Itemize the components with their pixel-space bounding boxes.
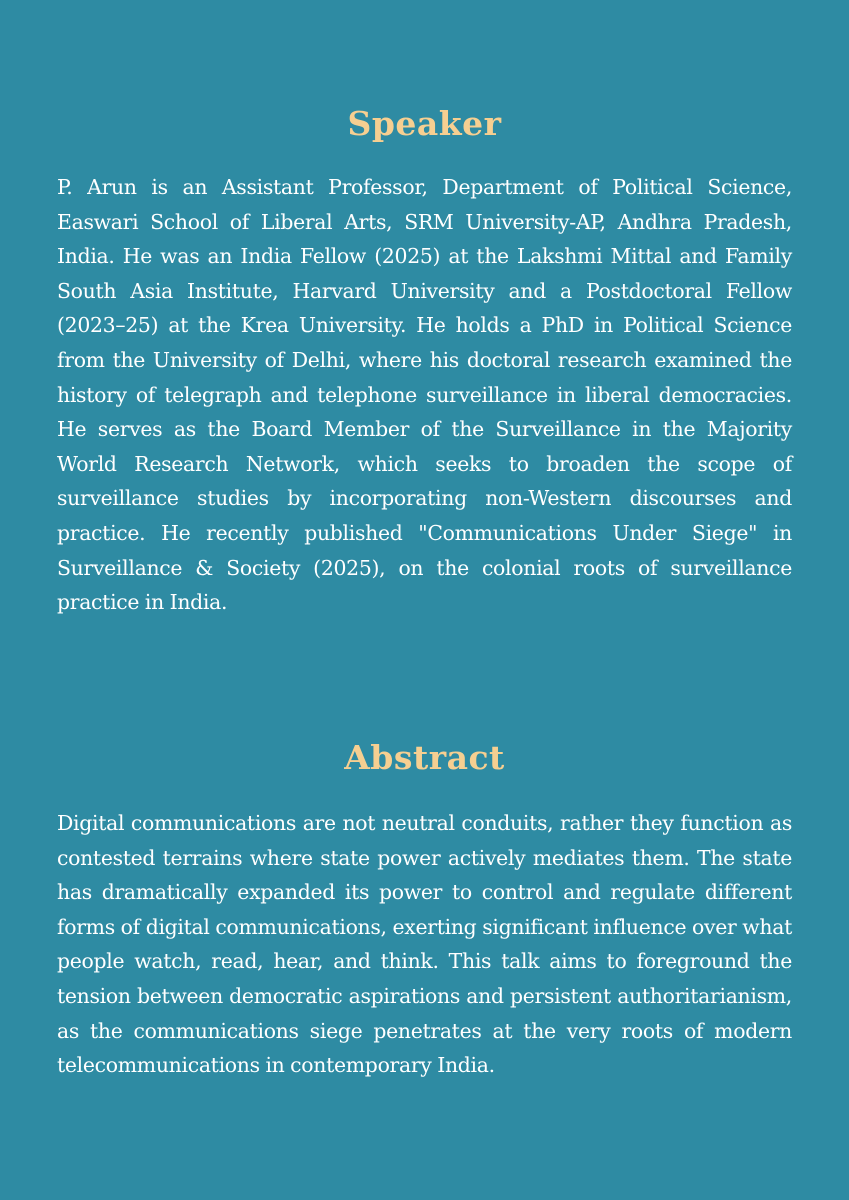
abstract-heading: Abstract	[344, 738, 505, 777]
abstract-text: Digital communications are not neutral conduits, rather they function as contested terrains where state power actively mediates them. The state has dramatically expanded its power to control and regulate different forms of digital communications, exerting significant influence over what people watch, read, hear, and think. This talk aims to foreground the tension between democratic aspirations and persistent authoritarianism, as the communications siege penetrates at the very roots of modern telecommunications in contemporary India.	[57, 811, 792, 1078]
speaker-heading: Speaker	[347, 104, 502, 143]
speaker-bio: P. Arun is an Assistant Professor, Department of Political Science, Easwari School of Liberal Arts, SRM University-AP, Andhra Pradesh, India. He was an India Fellow (2025) at the Lakshmi Mittal and Family South Asia Institute, Harvard University and a Postdoctoral Fellow (2023–25) at the Krea University. He holds a PhD in Political Science from the University of Delhi, where his doctoral research examined the history of telegraph and telephone surveillance in liberal democracies. He serves as the Board Member of the Surveillance in the Majority World Research Network, which seeks to broaden the scope of surveillance studies by incorporating non-Western discourses and practice. He recently published "Communications Under Siege" in Surveillance & Society (2025), on the colonial roots of surveillance practice in India.	[57, 175, 792, 615]
